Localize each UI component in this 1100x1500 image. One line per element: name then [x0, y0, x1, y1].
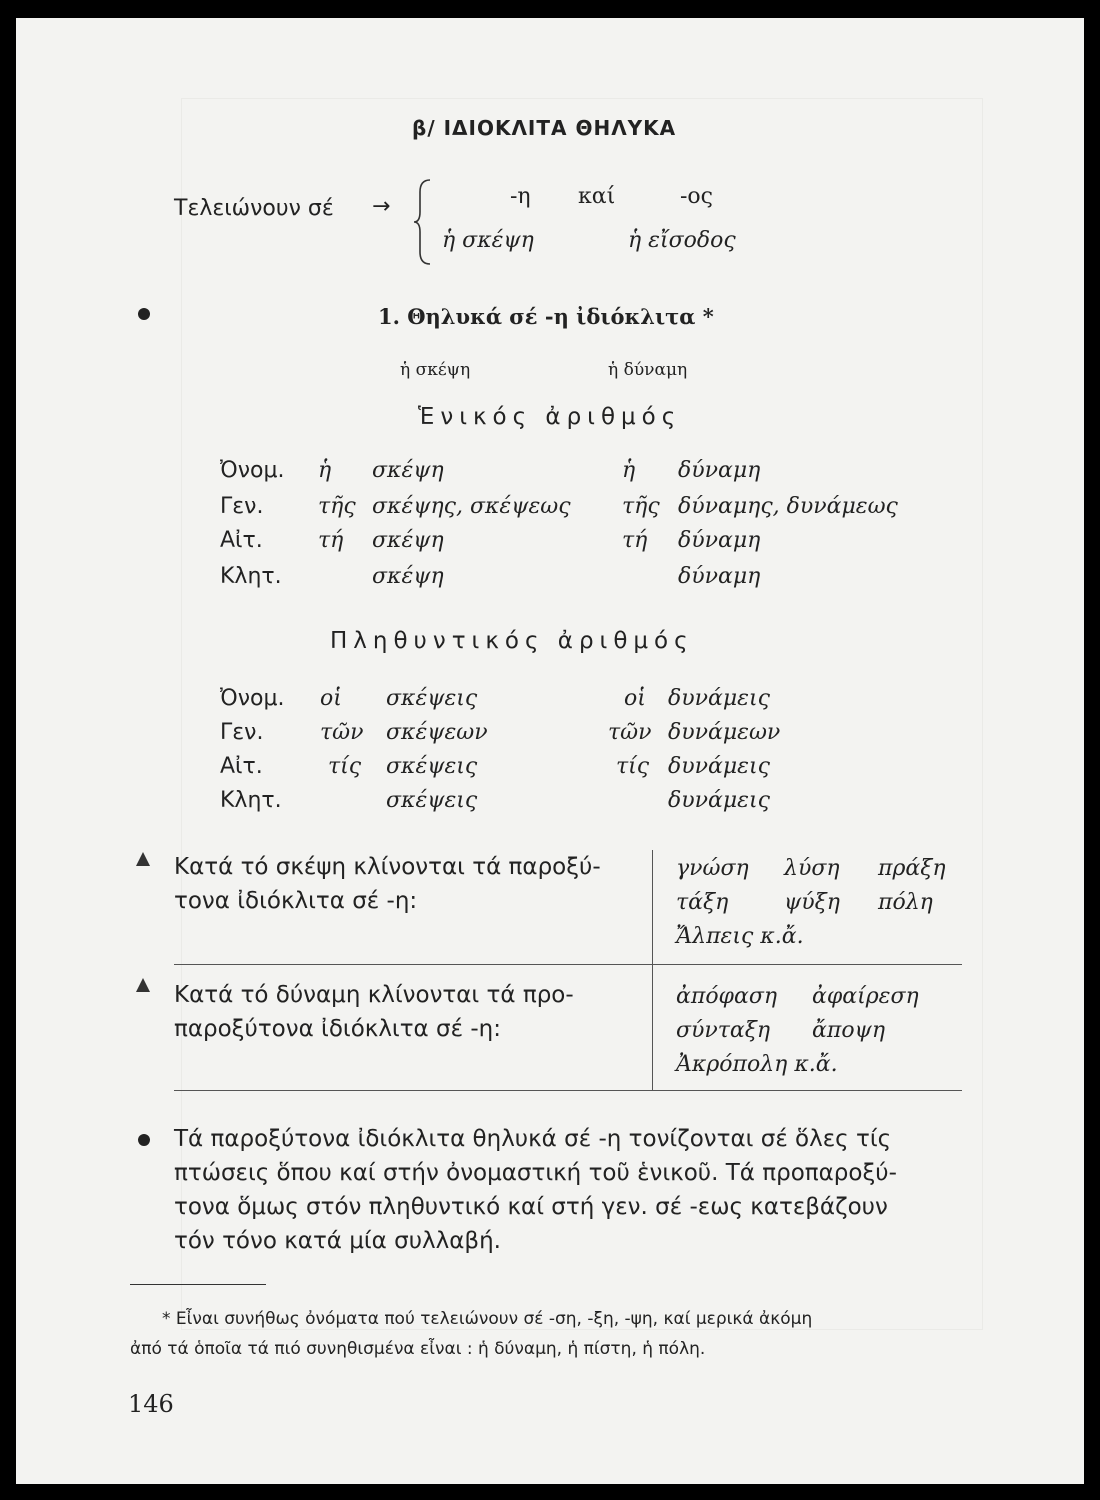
section-title: β/ ΙΔΙΟΚΛΙΤΑ ΘΗΛΥΚΑ [412, 116, 677, 140]
note2-example: Ἀκρόπολη κ.ἄ. [676, 1052, 838, 1077]
form: σκέψεις [386, 754, 478, 779]
intro-label: Τελειώνουν σέ [174, 196, 334, 221]
article: τῆς [318, 494, 356, 519]
form: δυνάμεις [668, 754, 770, 779]
article: τή [318, 528, 344, 553]
case-label: Ὀνομ. [220, 458, 285, 483]
rule-paragraph [174, 1122, 964, 1258]
example-skepsi: ἡ σκέψη [442, 228, 534, 253]
case-label: Κλητ. [220, 788, 282, 813]
form: σκέψη [372, 528, 444, 553]
footnote-line2: ἀπό τά ὁποῖα τά πιό συνηθισμένα εἶναι : ἡ δύναμη, ἡ πίστη, ἡ πόλη. [130, 1339, 706, 1359]
note1-example: πόλη [878, 890, 933, 915]
singular-heading: Ἑνικός ἀριθμός [418, 404, 682, 430]
footnote-rule [130, 1284, 266, 1285]
note1-line1: Κατά τό σκέψη κλίνονται τά παροξύ- [174, 854, 601, 880]
note1-example: γνώση [676, 856, 749, 881]
article: οἱ [320, 686, 342, 711]
page-number: 146 [128, 1390, 174, 1418]
example-eisodos: ἡ εἴσοδος [628, 228, 736, 253]
article: τή [622, 528, 648, 553]
section1-heading: 1. Θηλυκά σέ -η ἰδιόκλιτα * [378, 304, 714, 329]
book-page [16, 18, 1084, 1484]
paragraph-line: Τά παροξύτονα ἰδιόκλιτα θηλυκά σέ -η τονίζονται σέ ὅλες τίς [174, 1126, 892, 1152]
case-label: Ὀνομ. [220, 686, 285, 711]
note2-example: ἄποψη [812, 1018, 885, 1043]
note1-example: Ἄλπεις κ.ἄ. [676, 924, 804, 949]
plural-heading: Πληθυντικός ἀριθμός [330, 628, 694, 654]
form: δυνάμεις [668, 686, 770, 711]
brace-icon [412, 178, 434, 266]
form: σκέψεις [386, 686, 478, 711]
article: ἡ [318, 458, 332, 483]
form: σκέψεις [386, 788, 478, 813]
form: δύναμης, δυνάμεως [678, 494, 898, 519]
note-divider-vertical [652, 850, 653, 1090]
form: σκέψη [372, 458, 444, 483]
arrow-icon: → [372, 194, 391, 219]
form: δύναμη [678, 458, 761, 483]
note1-line2: τονα ἰδιόκλιτα σέ -η: [174, 888, 418, 914]
bullet-icon [138, 1134, 150, 1146]
case-label: Γεν. [220, 494, 264, 519]
article: τίς [616, 754, 650, 779]
note1-example: λύση [784, 856, 840, 881]
note2-example: ἀπόφαση [676, 984, 778, 1009]
article: οἱ [624, 686, 646, 711]
triangle-icon [136, 852, 150, 866]
section1-sub-dynami: ἡ δύναμη [608, 360, 688, 380]
article: τῶν [320, 720, 364, 745]
case-label: Αἰτ. [220, 528, 263, 553]
note1-example: πράξη [878, 856, 946, 881]
paragraph-line: πτώσεις ὅπου καί στήν ὀνομαστική τοῦ ἑνικοῦ. Τά προπαροξύ- [174, 1160, 897, 1186]
form: σκέψεων [386, 720, 488, 745]
article: τῶν [608, 720, 652, 745]
form: σκέψη [372, 564, 444, 589]
form: δύναμη [678, 528, 761, 553]
case-label: Αἰτ. [220, 754, 263, 779]
section1-sub-skepsi: ἡ σκέψη [400, 360, 471, 380]
form: σκέψης, σκέψεως [372, 494, 571, 519]
conjunction: καί [578, 184, 616, 209]
form: δύναμη [678, 564, 761, 589]
note-divider-2 [174, 1090, 962, 1091]
note-divider-1 [174, 964, 962, 965]
note1-example: ψύξη [784, 890, 840, 915]
triangle-icon [136, 978, 150, 992]
note2-example: σύνταξη [676, 1018, 771, 1043]
footnote-line1: * Εἶναι συνήθως ὀνόματα πού τελειώνουν σέ -ση, -ξη, -ψη, καί μερικά ἀκόμη [162, 1309, 813, 1329]
article: ἡ [622, 458, 636, 483]
bullet-icon [138, 308, 150, 320]
article: τίς [328, 754, 362, 779]
case-label: Κλητ. [220, 564, 282, 589]
note1-example: τάξη [676, 890, 729, 915]
paragraph-line: τονα ὅμως στόν πληθυντικό καί στή γεν. σέ -εως κατεβάζουν [174, 1194, 888, 1220]
ending-eta: -η [510, 184, 531, 209]
article: τῆς [622, 494, 660, 519]
paragraph-line: τόν τόνο κατά μία συλλαβή. [174, 1228, 501, 1254]
case-label: Γεν. [220, 720, 264, 745]
note2-line2: παροξύτονα ἰδιόκλιτα σέ -η: [174, 1016, 501, 1042]
note2-line1: Κατά τό δύναμη κλίνονται τά προ- [174, 982, 574, 1008]
form: δυνάμεων [668, 720, 781, 745]
form: δυνάμεις [668, 788, 770, 813]
ending-os: -ος [680, 184, 713, 209]
note2-example: ἀφαίρεση [812, 984, 919, 1009]
